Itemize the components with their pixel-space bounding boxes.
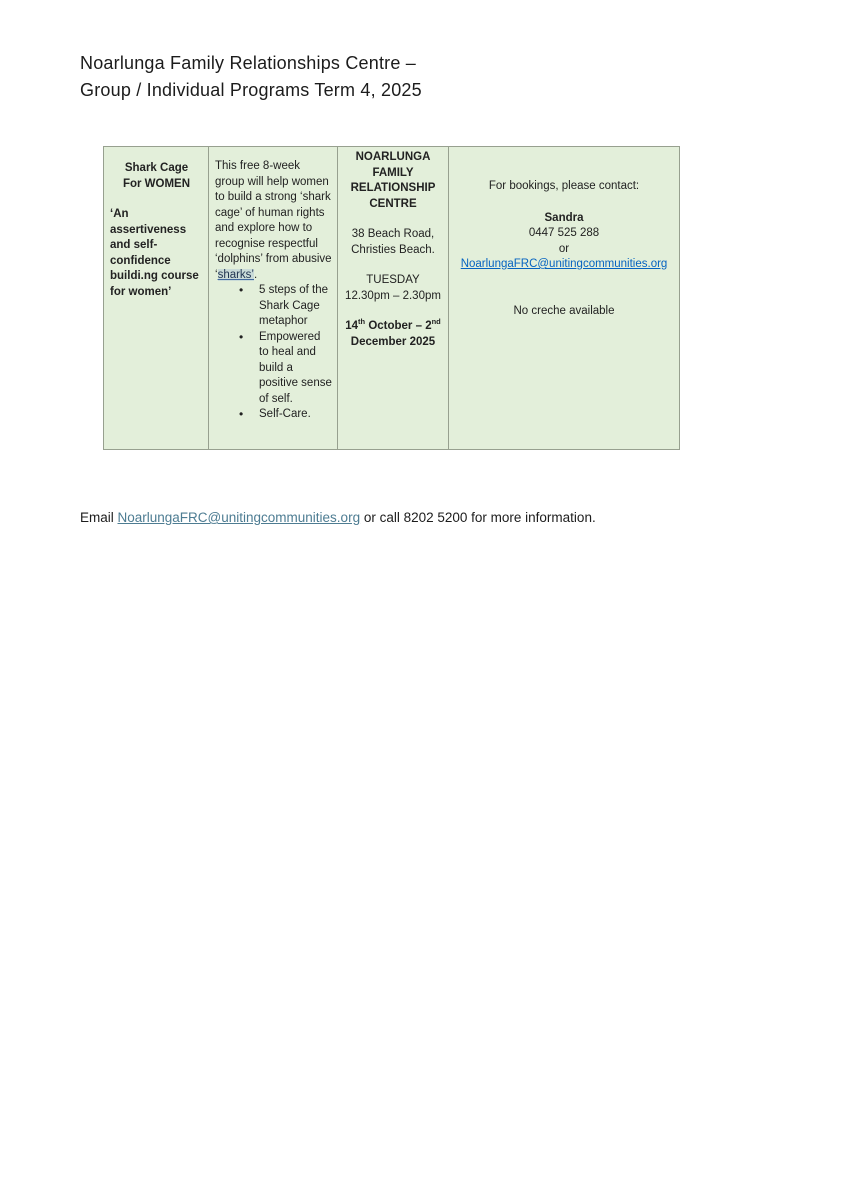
description-text-before: This free 8-week group will help women to build a strong ‘shark cage’ of human rights and explore how to recognise respectful ‘dolphins’ from abusive ‘: [215, 160, 332, 281]
bookings-cell: [448, 147, 679, 449]
bullet-icon: [239, 407, 259, 424]
contact-name: Sandra: [544, 211, 584, 224]
program-name-line-1: Shark Cage: [124, 162, 189, 174]
list-item: [239, 283, 332, 330]
program-dates: [342, 319, 444, 350]
venue-schedule: [342, 273, 444, 304]
bullet-icon: [239, 330, 259, 408]
description-text-after: .: [254, 268, 258, 281]
footer-email-link[interactable]: NoarlungaFRC@unitingcommunities.org: [117, 510, 361, 525]
program-tagline: ‘An assertiveness and self-confidence buildi.ng course for women’: [110, 208, 199, 298]
dates-line-1: 14th October – 2nd: [345, 317, 441, 332]
page-title-line-1: Noarlunga Family Relationships Centre –: [80, 53, 416, 73]
schedule-day: TUESDAY: [366, 274, 420, 286]
creche-note: No creche available: [513, 304, 615, 317]
contact-phone: 0447 525 288: [528, 227, 600, 239]
page-title-line-2: Group / Individual Programs Term 4, 2025: [80, 80, 422, 100]
bookings-heading: For bookings, please contact:: [488, 180, 640, 192]
dates-line-2: December 2025: [350, 335, 436, 348]
program-table: [103, 146, 680, 450]
list-item: [239, 407, 332, 424]
footer-suffix: or call 8202 5200 for more information.: [360, 510, 596, 525]
program-name-cell: [104, 147, 208, 449]
address-line-1: 38 Beach Road,: [351, 228, 435, 240]
footer-contact-line: [80, 509, 596, 527]
or-label: or: [558, 242, 570, 255]
program-description-cell: [208, 147, 337, 449]
venue-cell: [337, 147, 448, 449]
page-title: [80, 50, 422, 104]
address-line-2: Christies Beach.: [351, 243, 435, 256]
bullet-text: Empowered to heal and build a positive sense of self.: [259, 330, 332, 405]
program-description: [215, 159, 332, 283]
ordinal-suffix: th: [358, 317, 366, 327]
program-name-line-2: For WOMEN: [122, 177, 191, 190]
sharks-link[interactable]: sharks’: [217, 268, 254, 281]
ordinal-suffix: nd: [431, 317, 441, 327]
schedule-time: 12.30pm – 2.30pm: [345, 289, 441, 302]
program-name: [110, 161, 203, 192]
footer-prefix: Email: [80, 510, 118, 525]
bullet-text: 5 steps of the Shark Cage metaphor: [259, 284, 329, 327]
description-bullet-list: [239, 283, 332, 424]
centre-name: NOARLUNGA FAMILY RELATIONSHIP CENTRE: [350, 151, 436, 210]
list-item: [239, 330, 332, 408]
bookings-email-link[interactable]: NoarlungaFRC@unitingcommunities.org: [460, 258, 668, 270]
bullet-text: Self-Care.: [259, 408, 311, 420]
bullet-icon: [239, 283, 259, 330]
venue-address: [342, 227, 444, 258]
